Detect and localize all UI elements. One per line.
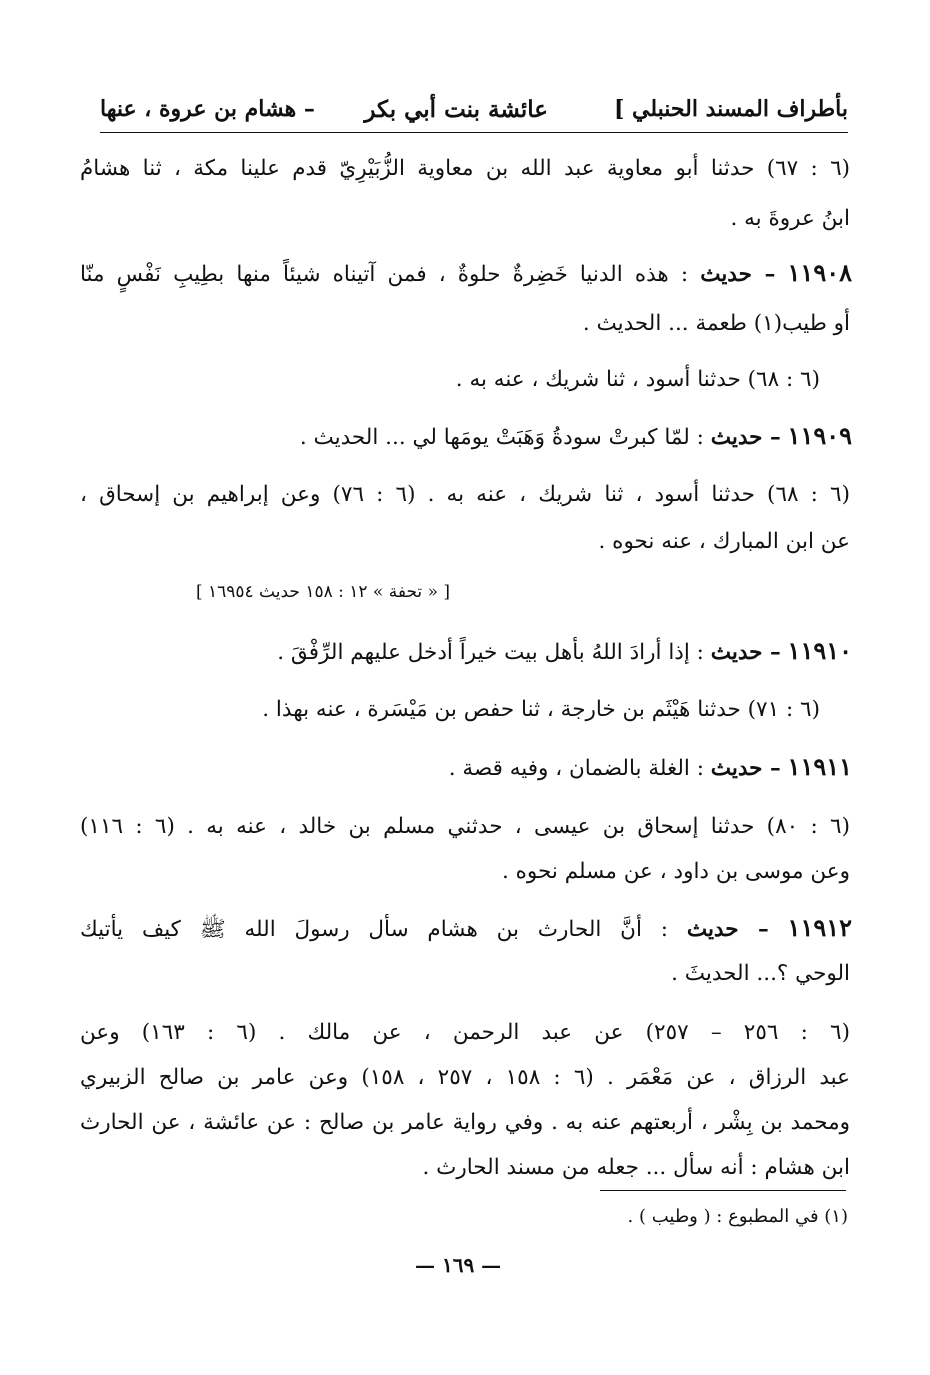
text-line: ابن هشام : أنه سأل ... جعله من مسند الحارث . <box>422 1155 850 1180</box>
hadith-11910 <box>82 634 852 670</box>
hadith-keyword: – حديث <box>700 262 776 287</box>
header-musnad-name: عائشة بنت أبي بكر <box>364 96 548 123</box>
text-line: عن ابن المبارك ، عنه نحوه . <box>598 529 850 554</box>
running-header <box>100 92 848 133</box>
text-line: ومحمد بن بِشْر ، أربعتهم عنه به . وفي رواية عامر بن صالح : عن عائشة ، عن الحارث <box>80 1110 850 1135</box>
hadith-11908 <box>80 256 852 292</box>
hadith-keyword: – حديث <box>710 425 781 450</box>
hadith-11911 <box>82 750 852 786</box>
hadith-number: ١١٩٠٩ <box>787 421 852 450</box>
text-line: (٦ : ٦٧) حدثنا أبو معاوية عبد الله بن معاوية الزُّبَيْرِيّ قدم علينا مكة ، ثنا هشامُ <box>80 156 851 181</box>
isnad-line: (٦ : ٦٨) حدثنا أسود ، ثنا شريك ، عنه به . (٦ : ٧٦) وعن إبراهيم بن إسحاق ، <box>80 482 850 507</box>
hadith-number: ١١٩١١ <box>787 752 852 781</box>
text-line: عبد الرزاق ، عن مَعْمَر . (٦ : ١٥٨ ، ٢٥٧ ، ١٥٨) وعن عامر بن صالح الزبيري <box>80 1065 850 1090</box>
hadith-text: : لمّا كبرتْ سودةُ وَهَبَتْ يومَها لي ... الحديث . <box>299 425 704 450</box>
isnad-line: (٦ : ٦٨) حدثنا أسود ، ثنا شريك ، عنه به . <box>455 367 820 392</box>
hadith-text: : أنَّ الحارث بن هشام سأل رسولَ الله ﷺ كيف يأتيك <box>80 917 668 942</box>
hadith-11909 <box>82 419 852 455</box>
footnote-divider <box>600 1190 846 1191</box>
hadith-text: : إذا أرادَ اللهُ بأهل بيت خيراً أدخل عليهم الرِّفْقَ . <box>277 640 704 665</box>
hadith-text: : الغلة بالضمان ، وفيه قصة . <box>448 756 704 781</box>
tuhfa-reference: [ « تحفة » ١٢ : ١٥٨ حديث ١٦٩٥٤ ] <box>195 582 450 602</box>
header-book-title: بأطراف المسند الحنبلي ] <box>613 96 848 122</box>
page-number: — ١٦٩ — <box>415 1253 502 1277</box>
hadith-number: ١١٩١٢ <box>787 913 852 942</box>
text-line: وعن موسى بن داود ، عن مسلم نحوه . <box>502 859 850 884</box>
hadith-text: : هذه الدنيا خَضِرةٌ حلوةٌ ، فمن آتيناه شيئاً منها بطِيبِ نَفْسٍ منّا <box>80 262 689 287</box>
text-line: أو طيب(١) طعمة ... الحديث . <box>582 311 850 336</box>
hadith-11912 <box>80 911 852 947</box>
text-line: الوحي ؟... الحديثَ . <box>671 961 850 986</box>
hadith-keyword: – حديث <box>710 640 781 665</box>
isnad-line: (٦ : ٨٠) حدثنا إسحاق بن عيسى ، حدثني مسلم بن خالد ، عنه به . (٦ : ١١٦) <box>80 814 850 839</box>
hadith-number: ١١٩١٠ <box>787 636 852 665</box>
hadith-keyword: – حديث <box>710 756 781 781</box>
isnad-line: (٦ : ٢٥٦ – ٢٥٧) عن عبد الرحمن ، عن مالك . (٦ : ١٦٣) وعن <box>80 1020 850 1045</box>
hadith-number: ١١٩٠٨ <box>787 258 852 287</box>
text-line: ابنُ عروةَ به . <box>730 206 850 231</box>
footnote: (١) في المطبوع : ( وطيب ) . <box>627 1206 848 1227</box>
header-narrator: – هشام بن عروة ، عنها <box>100 96 315 122</box>
isnad-line: (٦ : ٧١) حدثنا هَيْثَم بن خارجة ، ثنا حفص بن مَيْسَرة ، عنه بهذا . <box>262 697 820 722</box>
hadith-keyword: – حديث <box>686 917 769 942</box>
